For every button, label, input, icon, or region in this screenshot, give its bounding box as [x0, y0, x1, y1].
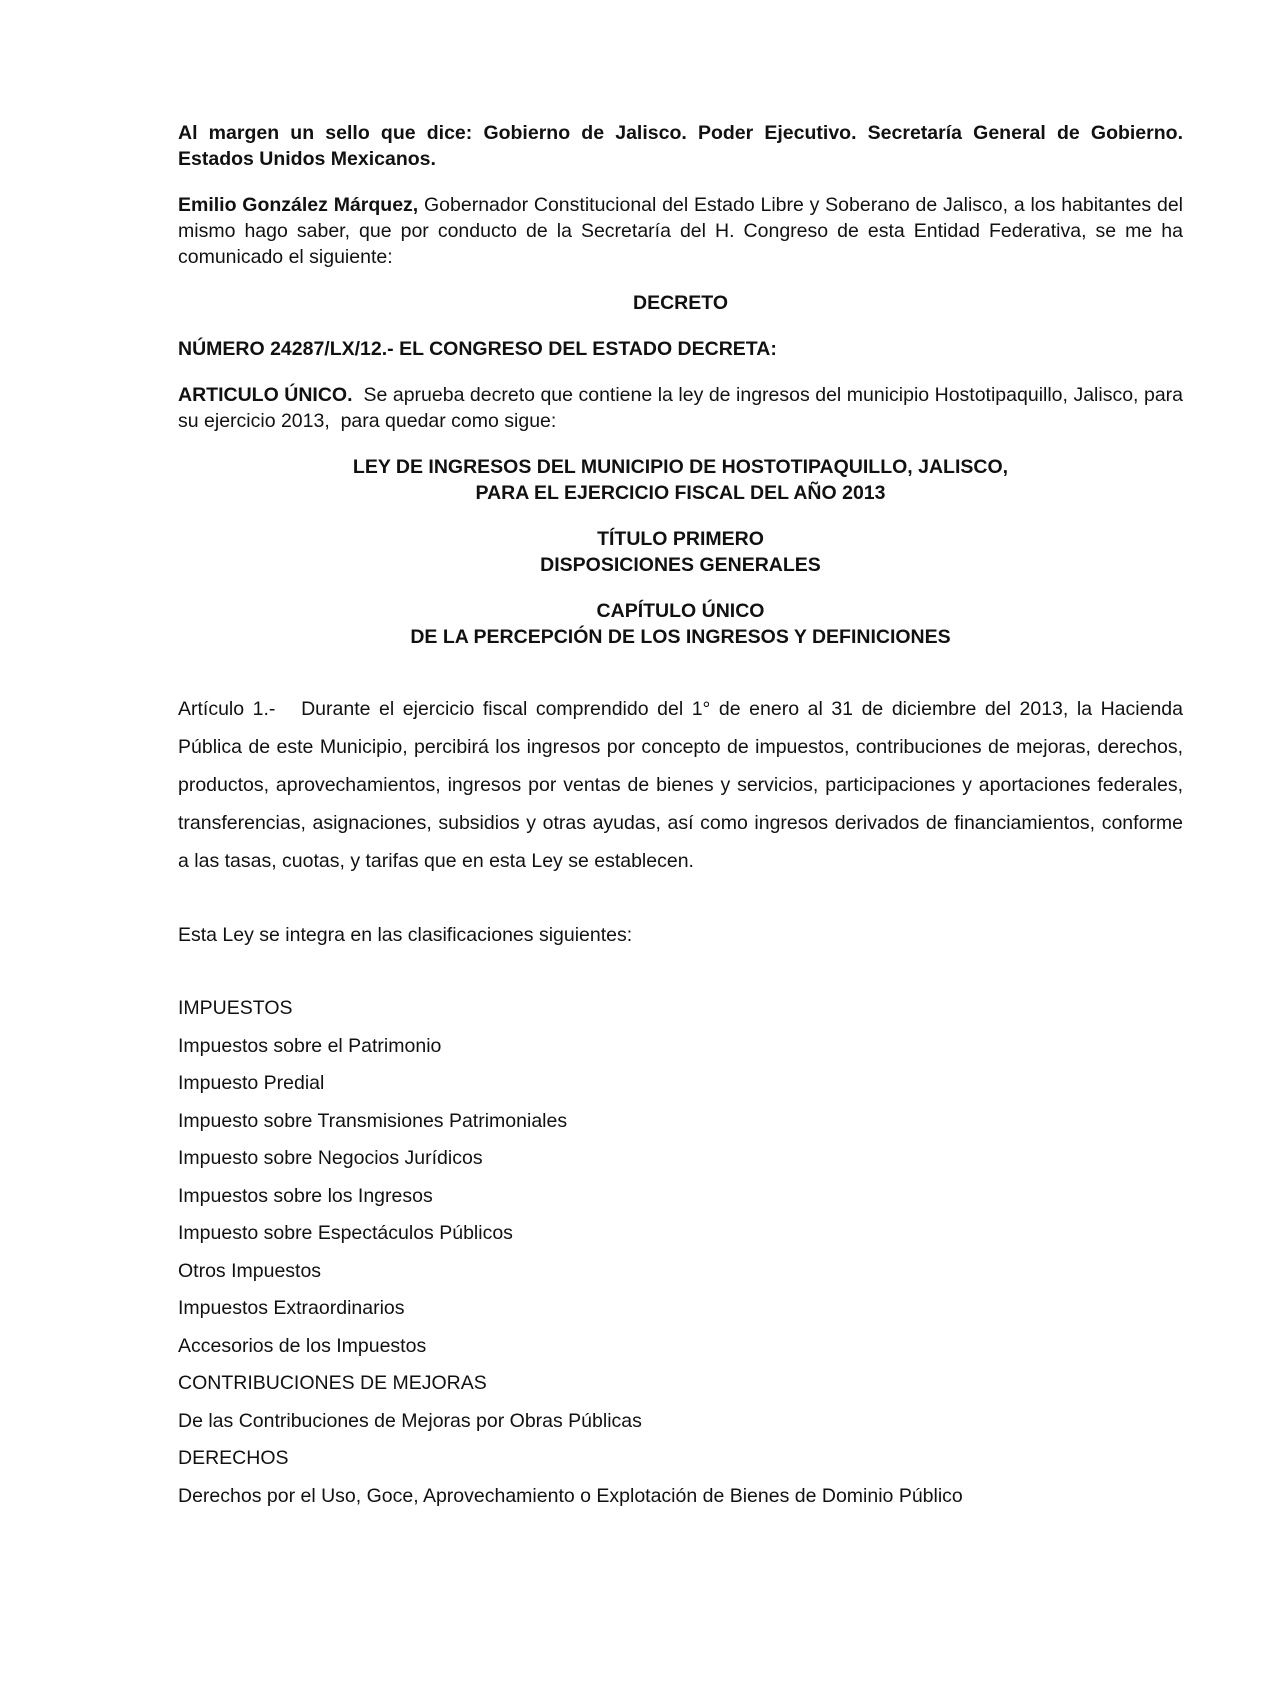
classification-item: Impuesto sobre Negocios Jurídicos: [178, 1147, 483, 1169]
classification-item: DERECHOS: [178, 1447, 289, 1469]
classification-item: Impuesto sobre Transmisiones Patrimoniales: [178, 1109, 568, 1132]
article-unico-paragraph: [178, 382, 1189, 434]
classification-item: IMPUESTOS: [178, 997, 293, 1019]
chapter-heading: [178, 598, 1183, 650]
title-first-line2: DISPOSICIONES GENERALES: [540, 554, 821, 576]
seal-notice: Al margen un sello que dice: Gobierno de Jalisco. Poder Ejecutivo. Secretaría General de Gobierno. Estados Unidos Mexicanos.: [178, 122, 1183, 170]
chapter-line2: DE LA PERCEPCIÓN DE LOS INGRESOS Y DEFINICIONES: [410, 626, 951, 648]
article-unico-text: Se aprueba decreto que contiene la ley de ingresos del municipio Hostotipaquillo, Jalisco, para su ejercicio 2013, para quedar como sigue:: [178, 384, 1189, 432]
classification-intro: Esta Ley se integra en las clasificaciones siguientes:: [178, 924, 633, 946]
title-first-line1: TÍTULO PRIMERO: [597, 528, 764, 550]
article-unico-label: ARTICULO ÚNICO.: [178, 384, 353, 406]
classification-item: Accesorios de los Impuestos: [178, 1334, 427, 1357]
classification-item: Impuestos sobre los Ingresos: [178, 1184, 433, 1207]
law-title-line1: LEY DE INGRESOS DEL MUNICIPIO DE HOSTOTIPAQUILLO, JALISCO,: [352, 456, 1009, 478]
intro-paragraph: [178, 192, 1183, 270]
classification-item: Impuesto Predial: [178, 1072, 325, 1094]
chapter-line1: CAPÍTULO ÚNICO: [596, 600, 765, 622]
classification-item: Impuestos sobre el Patrimonio: [178, 1034, 442, 1057]
classification-item: De las Contribuciones de Mejoras por Obras Públicas: [178, 1409, 642, 1432]
law-title-line2: PARA EL EJERCICIO FISCAL DEL AÑO 2013: [475, 482, 886, 504]
governor-name: Emilio González Márquez,: [178, 194, 419, 216]
decree-number: NÚMERO 24287/LX/12.- EL CONGRESO DEL ESTADO DECRETA:: [178, 338, 777, 360]
classification-item: Impuesto sobre Espectáculos Públicos: [178, 1222, 513, 1244]
classification-list: [178, 990, 1183, 1515]
classification-item: Derechos por el Uso, Goce, Aprovechamiento o Explotación de Bienes de Dominio Público: [178, 1484, 963, 1507]
law-title: [178, 454, 1183, 506]
classification-item: Impuestos Extraordinarios: [178, 1297, 405, 1319]
classification-item: Otros Impuestos: [178, 1259, 322, 1282]
document-page: [178, 120, 1189, 1515]
classification-item: CONTRIBUCIONES DE MEJORAS: [178, 1372, 487, 1394]
decree-heading: DECRETO: [633, 292, 728, 314]
article-1-paragraph: Artículo 1.- Durante el ejercicio fiscal comprendido del 1° de enero al 31 de diciembre del 2013, la Hacienda Pública de este Municipio, percibirá los ingresos por concepto de impuestos, contribuciones de mejoras, derechos, productos, aprovechamientos, ingresos por ventas de bienes y servicios, participaciones y aportaciones federales, transferencias, asignaciones, subsidios y otras ayudas, así como ingresos derivados de financiamientos, conforme a las tasas, cuotas, y tarifas que en esta Ley se establecen.: [178, 698, 1189, 872]
title-first: [178, 526, 1183, 578]
intro-text: Gobernador Constitucional del Estado Libre y Soberano de Jalisco, a los habitantes del mismo hago saber, que por conducto de la Secretaría del H. Congreso de esta Entidad Federativa, se me ha comunicado el siguiente:: [178, 194, 1183, 268]
